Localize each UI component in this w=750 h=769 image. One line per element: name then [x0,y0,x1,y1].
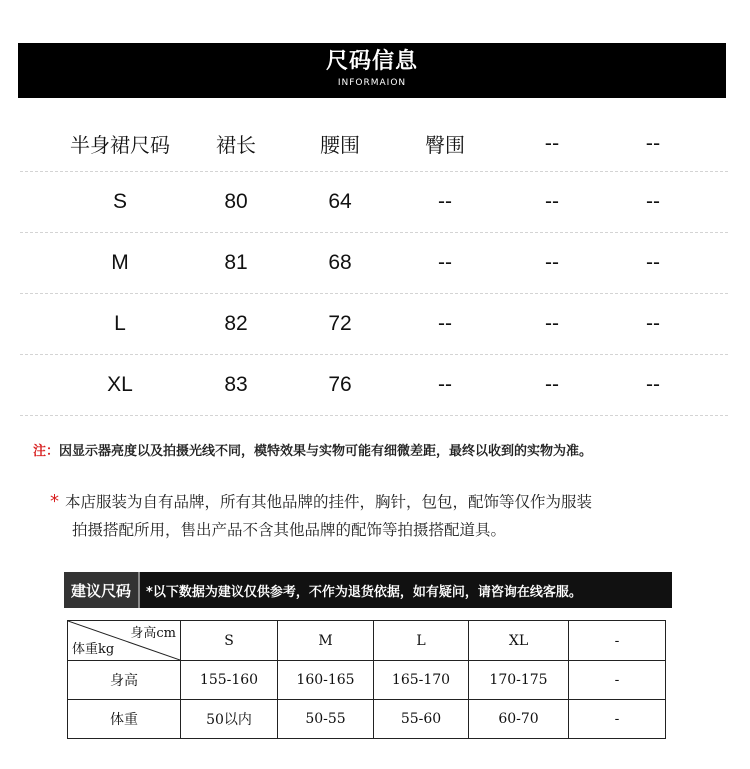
header-cell: - [569,621,666,661]
table-row [68,621,666,661]
table-cell: 76 [328,373,352,396]
table-cell: 50以内 [181,700,278,739]
table-cell: 72 [328,312,352,335]
header-cell: 腰围 [320,132,360,157]
note-line-1: 本店服装为自有品牌，所有其他品牌的挂件，胸针，包包，配饰等仅作为服装 [65,493,593,511]
table-cell: 60-70 [469,700,569,739]
table-cell: -- [646,312,660,335]
note-text: 因显示器亮度以及拍摄光线不同，模特效果与实物可能有细微差距，最终以收到的实物为准。 [59,444,593,459]
header-cell: S [181,621,278,661]
corner-bottom-label: 体重kg [72,642,115,657]
table-cell: - [569,700,666,739]
size-table-header [20,115,728,172]
display-disclaimer [33,440,745,459]
header-cell: XL [469,621,569,661]
recommend-header [64,572,672,608]
size-cell: M [111,251,129,274]
table-cell: - [569,661,666,700]
table-row [20,233,728,294]
table-cell: 160-165 [278,661,374,700]
corner-top-label: 身高cm [130,626,176,641]
header-cell: -- [544,131,560,155]
row-label: 身高 [68,661,181,700]
recommend-note: *以下数据为建议仅供参考，不作为退货依据，如有疑问，请咨询在线客服。 [146,584,582,600]
table-row [20,294,728,355]
row-label: 体重 [68,700,181,739]
table-cell: 68 [328,251,352,274]
header-cell: M [278,621,374,661]
table-cell: -- [438,312,452,335]
banner-title: 尺码信息 [325,49,418,74]
note-line-2: 拍摄搭配所用，售出产品不含其他品牌的配饰等拍摄搭配道具。 [72,521,507,539]
header-cell: 裙长 [216,132,256,157]
table-cell: -- [646,251,660,274]
table-cell: -- [646,190,660,213]
table-cell: 155-160 [181,661,278,700]
table-cell: -- [438,251,452,274]
asterisk-icon: * [50,491,59,512]
table-cell: -- [545,251,559,274]
table-cell: -- [646,373,660,396]
header-cell: -- [645,131,661,155]
table-cell: 82 [224,312,248,335]
table-row [20,355,728,416]
header-banner [18,43,726,98]
table-cell: 64 [328,190,352,213]
note-prefix: 注： [33,444,60,459]
header-cell: L [374,621,469,661]
table-cell: -- [545,373,559,396]
size-cell: XL [107,373,133,396]
size-table [20,115,728,416]
table-cell: 170-175 [469,661,569,700]
size-cell: L [114,312,126,335]
table-cell: -- [545,190,559,213]
table-cell: 165-170 [374,661,469,700]
banner-subtitle: INFORMAION [337,78,407,88]
table-row [20,172,728,233]
table-cell: 83 [224,373,248,396]
size-cell: S [112,190,127,213]
table-cell: -- [438,190,452,213]
table-cell: -- [545,312,559,335]
recommend-table [67,620,666,739]
corner-cell [68,621,181,661]
table-row [68,661,666,700]
header-cell: 半身裙尺码 [70,132,170,157]
table-cell: -- [438,373,452,396]
table-cell: 80 [224,190,248,213]
table-cell: 55-60 [374,700,469,739]
note-line [50,488,750,516]
header-cell: 臀围 [425,132,465,157]
brand-disclaimer [50,488,750,544]
recommend-label: 建议尺码 [64,572,140,608]
table-row [68,700,666,739]
table-cell: 81 [224,251,248,274]
table-cell: 50-55 [278,700,374,739]
